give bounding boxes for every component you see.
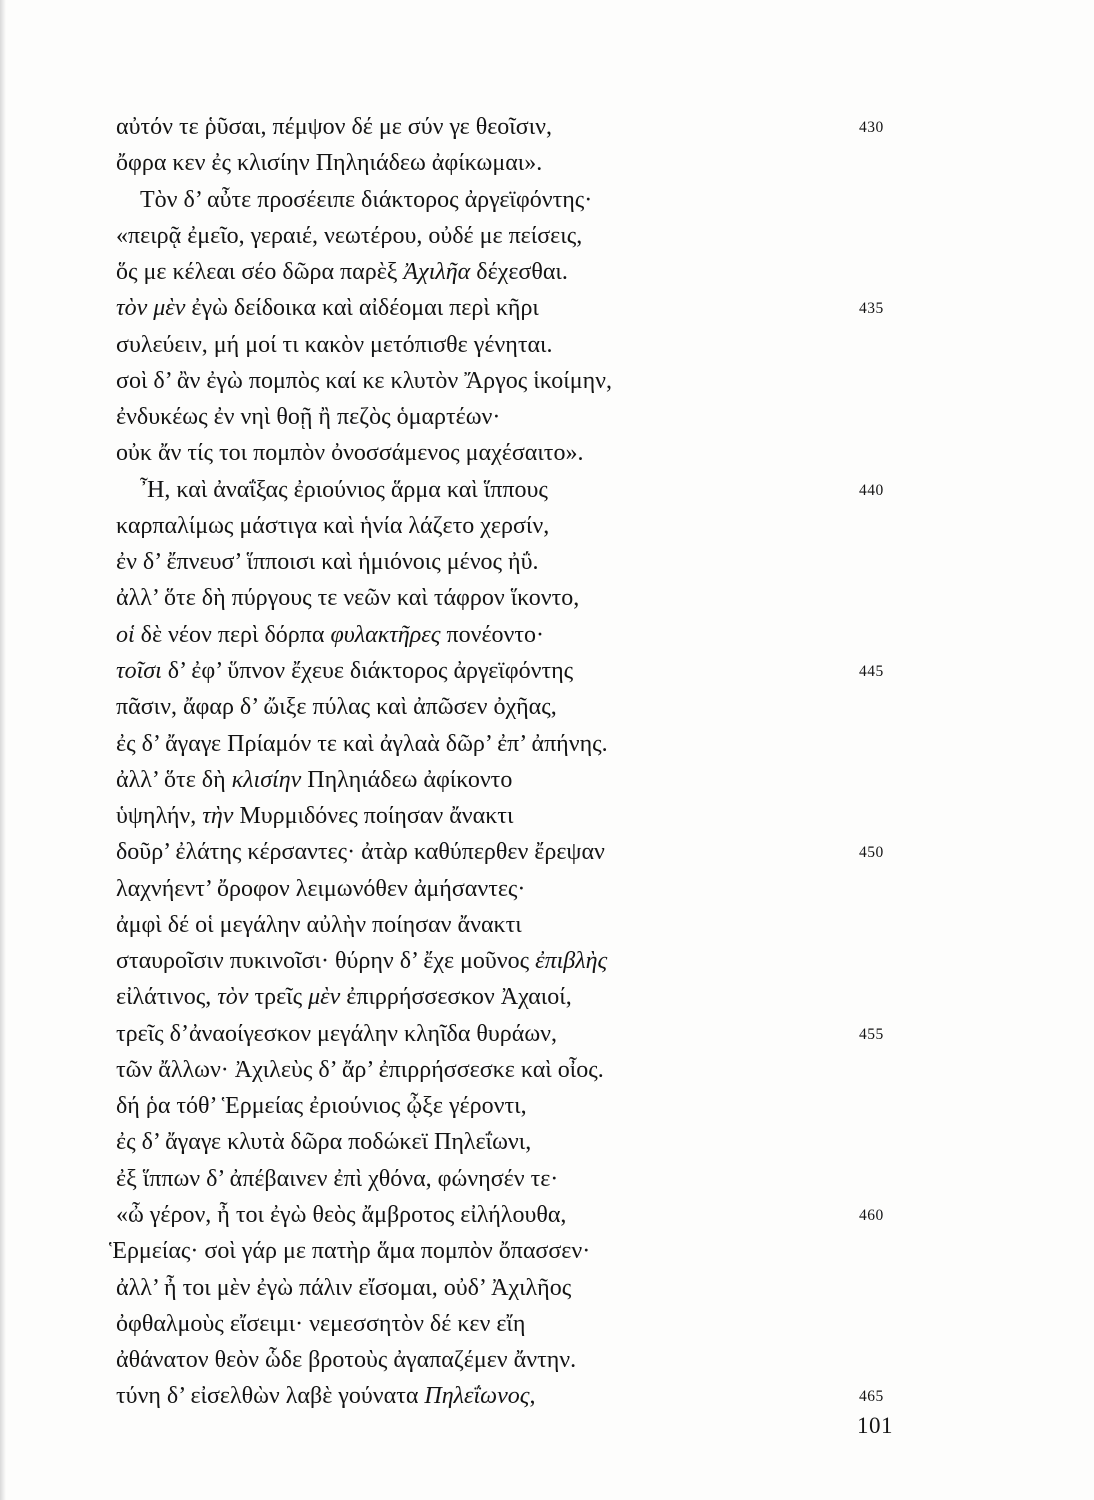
verse-segment: ἀμφὶ δέ οἱ μεγάλην αὐλὴν ποίησαν ἄνακτι [116,911,522,938]
verse-segment: σταυροῖσιν πυκινοῖσι· θύρην δ’ ἔχε μοῦνος [116,948,536,975]
verse-segment-italic: Ἀχιλῆα [403,259,471,286]
verse-segment-italic: ἐπιβλὴς [535,948,608,975]
verse-text [116,653,573,689]
verse-line [0,254,1094,290]
verse-line [0,907,1094,943]
line-number: 445 [859,662,884,680]
verse-line [0,435,1094,471]
verse-line [0,544,1094,580]
verse-segment: πονέοντο· [440,621,545,648]
verse-line [0,762,1094,798]
verse-segment-italic: Πηλεΐωνος [424,1383,530,1410]
verse-segment-italic: τοῖσι [116,657,162,684]
verse-segment: Τὸν δ’ αὖτε προσέειπε διάκτορος ἀργεϊφόντης· [140,186,593,213]
verse-segment: δ’ ἐφ’ ὕπνον ἔχευε διάκτορος ἀργεϊφόντης [161,657,574,684]
verse-segment: ἐξ ἵππων δ’ ἀπέβαινεν ἐπὶ χθόνα, φώνησέν τε· [116,1165,559,1192]
verse-text [140,472,548,508]
verse-line [0,1233,1094,1269]
verse-segment: ἐς δ’ ἄγαγε Πρίαμόν τε καὶ ἀγλαὰ δῶρ’ ἐπ’ ἀπήνης. [116,730,608,757]
verse-segment: , [529,1383,536,1410]
verse-line [0,653,1094,689]
verse-line [0,472,1094,508]
verse-text [116,218,582,254]
verse-line [0,1161,1094,1197]
verse-text [116,1124,531,1160]
verse-segment: Ἑρμείας· σοὶ γάρ με πατὴρ ἅμα πομπὸν ὄπασσεν· [109,1238,591,1265]
line-number: 460 [859,1206,884,1224]
verse-segment-italic: τὸν [217,984,249,1011]
verse-text [116,1088,527,1124]
verse-segment: ἀλλ’ ἦ τοι μὲν ἐγὼ πάλιν εἴσομαι, οὐδ’ Ἀχιλῆος [116,1274,572,1301]
verse-segment: οὐκ ἄν τίς τοι πομπὸν ὀνοσσάμενος μαχέσαιτο». [116,440,584,467]
verse-segment: Ἦ, καὶ ἀναΐξας ἐριούνιος ἅρμα καὶ ἵππους [140,476,548,503]
verse-text [116,689,557,725]
verse-segment: ὅς με κέλεαι σέο δῶρα παρὲξ [116,259,404,286]
verse-text [116,327,553,363]
verse-text [116,871,525,907]
line-number: 430 [859,119,884,136]
verse-text [116,1378,536,1414]
verse-segment: συλεύειν, μή μοί τι κακὸν μετόπισθε γένηται. [116,331,553,358]
verse-segment: ἀλλ’ ὅτε δὴ πύργους τε νεῶν καὶ τάφρον ἵκοντο, [116,585,580,612]
verse-line [0,798,1094,834]
verse-segment: ἐγὼ δείδοικα καὶ αἰδέομαι περὶ κῆρι [185,295,539,322]
verse-line [0,363,1094,399]
verse-segment: αὐτόν τε ῥῦσαι, πέμψον δέ με σύν γε θεοῖσιν, [116,114,552,140]
verse-segment: ὄφρα κεν ἐς κλισίην Πηληιάδεω ἀφίκωμαι». [116,150,543,177]
verse-line [0,1306,1094,1342]
verse-segment-italic: οἱ [116,621,135,648]
verse-text [116,109,552,145]
verse-line [0,182,1094,218]
page-number: 101 [857,1413,893,1438]
verse-line [0,834,1094,870]
verse-text [140,182,592,218]
verse-line [0,1378,1094,1414]
verse-line [0,580,1094,616]
verse-segment: σοὶ δ’ ἂν ἐγὼ πομπὸς καί κε κλυτὸν Ἄργος ἱκοίμην, [116,367,613,394]
line-number: 440 [859,481,884,499]
verse-segment-italic: τὸν μὲν [116,295,186,322]
line-number: 450 [859,844,884,862]
verse-block [0,109,1094,1415]
verse-line [0,508,1094,544]
verse-text [116,1270,571,1306]
verse-segment: ἐνδυκέως ἐν νηὶ θοῇ ἢ πεζὸς ὁμαρτέων· [116,404,501,431]
verse-segment: τύνη δ’ εἰσελθὼν λαβὲ γούνατα [116,1383,425,1410]
verse-text [116,798,513,834]
verse-line [0,1197,1094,1233]
verse-text [116,1016,557,1052]
line-number: 455 [859,1025,884,1043]
verse-text [116,508,549,544]
verse-line [0,1124,1094,1160]
verse-text [116,145,542,181]
verse-segment-italic: κλισίην [231,766,302,793]
verse-segment: λαχνήεντ’ ὄροφον λειμωνόθεν ἀμήσαντες· [116,875,526,902]
verse-segment: δοῦρ’ ἐλάτης κέρσαντες· ἀτὰρ καθύπερθεν ἔρεψαν [116,839,605,866]
verse-line [0,1016,1094,1052]
verse-line [0,145,1094,181]
verse-text [116,1161,558,1197]
verse-text [116,1306,525,1342]
verse-text [116,544,538,580]
verse-text [109,1233,590,1269]
verse-text [116,617,544,653]
verse-text [116,399,500,435]
verse-text [116,580,579,616]
verse-segment-italic: φυλακτῆρες [330,621,441,648]
verse-segment-italic: τὴν [202,803,234,830]
verse-line [0,1342,1094,1378]
verse-line [0,1052,1094,1088]
verse-segment: ἀθάνατον θεὸν ὧδε βροτοὺς ἀγαπαζέμεν ἄντην. [116,1347,577,1374]
verse-text [116,290,539,326]
verse-line [0,399,1094,435]
verse-line [0,290,1094,326]
verse-text [116,1197,566,1233]
verse-segment: δή ῥα τόθ’ Ἑρμείας ἐριούνιος ᾦξε γέροντι, [116,1093,527,1120]
verse-segment: τρεῖς [248,984,309,1011]
verse-line [0,1088,1094,1124]
verse-line [0,617,1094,653]
verse-line [0,1270,1094,1306]
verse-segment: «ὦ γέρον, ἦ τοι ἐγὼ θεὸς ἄμβροτος εἰλήλουθα, [116,1201,567,1228]
verse-segment: ἀλλ’ ὅτε δὴ [116,766,232,793]
verse-segment: «πειρᾷ ἐμεῖο, γεραιέ, νεωτέρου, οὐδέ με πείσεις, [116,222,583,249]
verse-segment: δὲ νέον περὶ δόρπα [134,621,331,648]
verse-segment: Μυρμιδόνες ποίησαν ἄνακτι [233,803,514,830]
verse-text [116,979,572,1015]
verse-text [116,907,522,943]
verse-segment: δέχεσθαι. [470,259,568,286]
verse-segment: ἐς δ’ ἄγαγε κλυτὰ δῶρα ποδώκεϊ Πηλεΐωνι, [116,1129,532,1156]
verse-line [0,109,1094,145]
verse-line [0,689,1094,725]
verse-line [0,943,1094,979]
line-number: 435 [859,300,884,318]
verse-segment: ὑψηλήν, [116,803,203,830]
verse-line [0,726,1094,762]
verse-text [116,254,568,290]
verse-segment-italic: μὲν [308,984,341,1011]
verse-text [116,834,605,870]
verse-line [0,218,1094,254]
verse-segment: τῶν ἄλλων· Ἀχιλεὺς δ’ ἄρ’ ἐπιρρήσσεσκε καὶ οἶος. [116,1056,604,1083]
verse-segment: πᾶσιν, ἄφαρ δ’ ὤιξε πύλας καὶ ἀπῶσεν ὀχῆας, [116,694,557,721]
verse-text [116,762,512,798]
verse-text [116,435,583,471]
verse-segment: τρεῖς δ’ἀναοίγεσκον μεγάλην κληῖδα θυράων, [116,1020,557,1047]
verse-segment: ἐν δ’ ἔπνευσ’ ἵπποισι καὶ ἡμιόνοις μένος ἠΰ. [116,549,539,576]
verse-line [0,979,1094,1015]
verse-text [116,1052,604,1088]
verse-segment: Πηληιάδεω ἀφίκοντο [301,766,513,793]
verse-line [0,871,1094,907]
verse-segment: ἐπιρρήσσεσκον Ἀχαιοί, [340,984,572,1011]
verse-segment: εἰλάτινος, [116,984,218,1011]
verse-line [0,327,1094,363]
verse-text [116,726,608,762]
verse-text [116,363,612,399]
line-number: 465 [859,1388,884,1406]
verse-segment: καρπαλίμως μάστιγα καὶ ἡνία λάζετο χερσίν, [116,512,550,539]
verse-text [116,1342,576,1378]
verse-text [116,943,607,979]
verse-segment: ὀφθαλμοὺς εἴσειμι· νεμεσσητὸν δέ κεν εἴη [116,1310,526,1337]
